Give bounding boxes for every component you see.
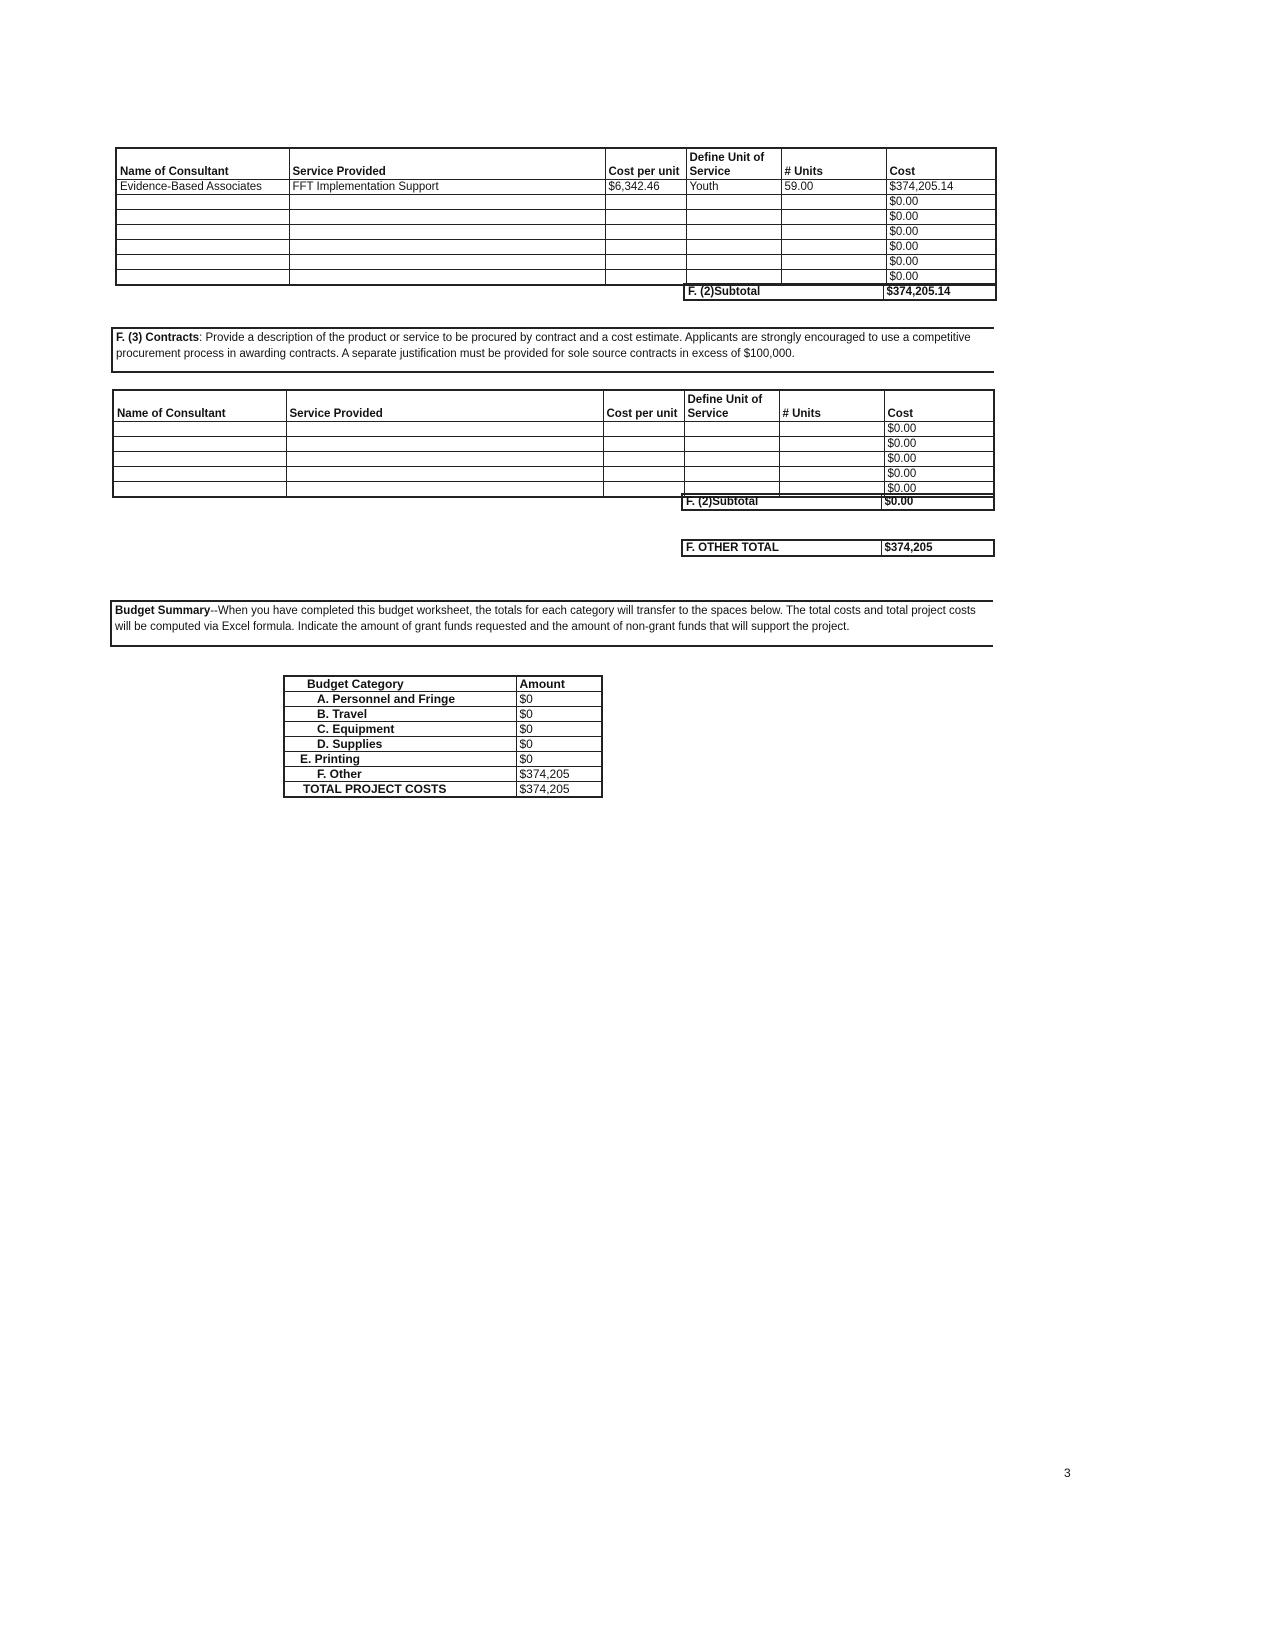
header-cost: Cost [884,390,994,422]
cell-consultant-name[interactable] [116,255,289,270]
header-units: # Units [781,148,886,180]
cell-service[interactable] [286,482,603,498]
cell-service[interactable] [289,240,605,255]
table-row [284,752,602,767]
cell-cost: $0.00 [884,437,994,452]
cell-unit[interactable] [686,225,781,240]
cell-units[interactable] [779,437,884,452]
cell-unit[interactable] [686,195,781,210]
table-row [116,195,996,210]
total-project-costs-label: TOTAL PROJECT COSTS [284,782,516,798]
table-header-row [284,676,602,692]
cell-service[interactable] [289,225,605,240]
cell-units[interactable] [779,452,884,467]
subtotal-label: F. (2)Subtotal [684,284,883,300]
table-row [116,255,996,270]
cell-unit[interactable] [686,240,781,255]
cell-unit[interactable] [684,452,779,467]
cell-cost: $0.00 [886,225,996,240]
cell-units[interactable] [781,255,886,270]
cell-consultant-name[interactable] [113,422,286,437]
header-budget-category: Budget Category [284,676,516,692]
budget-summary-title: Budget Summary [115,605,211,617]
table-row [116,225,996,240]
header-define-unit-of-service: Define Unit of Service [684,390,779,422]
category-supplies: D. Supplies [284,737,516,752]
budget-summary-table [283,675,603,798]
other-total-value: $374,205 [881,540,994,556]
cell-units[interactable] [779,422,884,437]
cell-service[interactable] [286,437,603,452]
cell-cost: $0.00 [884,452,994,467]
cell-cost: $0.00 [884,422,994,437]
cell-cost-per-unit[interactable] [603,437,684,452]
table-row [284,737,602,752]
cell-units[interactable]: 59.00 [781,180,886,195]
cell-cost: $0.00 [884,467,994,482]
cell-consultant-name[interactable] [113,482,286,498]
category-printing: E. Printing [284,752,516,767]
cell-consultant-name[interactable] [116,195,289,210]
table-row [284,707,602,722]
cell-cost-per-unit[interactable] [605,225,686,240]
cell-unit[interactable] [684,467,779,482]
budget-summary-text: --When you have completed this budget worksheet, the totals for each category will transfer to the spaces below. The total costs and total project costs will be computed via Excel formula. Indicate the amount of grant funds requested and the amount of non-grant funds that will support the project. [115,605,976,633]
header-amount: Amount [516,676,602,692]
category-equipment: C. Equipment [284,722,516,737]
cell-units[interactable] [779,467,884,482]
contracts-text: : Provide a description of the product or service to be procured by contract and a cost estimate. Applicants are strongly encouraged to use a competitive procurement process in awarding contracts. A separate justification must be provided for sole source contracts in excess of $100,000. [116,332,971,360]
cell-unit[interactable] [684,437,779,452]
cell-consultant-name[interactable] [113,452,286,467]
cell-consultant-name[interactable] [116,240,289,255]
table-header-row [113,390,994,422]
consultants-subtotal [683,283,997,301]
cell-cost: $0.00 [886,195,996,210]
cell-unit[interactable] [684,422,779,437]
cell-cost: $0.00 [886,270,996,286]
header-units: # Units [779,390,884,422]
cell-service[interactable] [289,255,605,270]
cell-consultant-name[interactable] [116,270,289,286]
budget-summary-instructions [110,600,993,647]
cell-units[interactable] [781,210,886,225]
cell-consultant-name[interactable] [113,437,286,452]
cell-service[interactable] [289,270,605,286]
table-row [284,767,602,782]
cell-cost: $0.00 [886,240,996,255]
cell-service[interactable] [286,467,603,482]
header-cost: Cost [886,148,996,180]
cell-cost-per-unit[interactable]: $6,342.46 [605,180,686,195]
category-other: F. Other [284,767,516,782]
table-header-row [116,148,996,180]
cell-service[interactable] [286,422,603,437]
category-travel: B. Travel [284,707,516,722]
table-row [113,422,994,437]
total-project-costs-value: $374,205 [516,782,602,798]
subtotal-value: $374,205.14 [883,284,996,300]
table-row [113,437,994,452]
cell-consultant-name[interactable] [113,467,286,482]
cell-cost-per-unit[interactable] [603,422,684,437]
cell-cost-per-unit[interactable] [605,240,686,255]
amount-equipment: $0 [516,722,602,737]
other-total [681,539,995,557]
cell-cost: $374,205.14 [886,180,996,195]
header-cost-per-unit: Cost per unit [603,390,684,422]
cell-service[interactable] [286,452,603,467]
cell-cost-per-unit[interactable] [603,482,684,498]
total-row [284,782,602,798]
header-service-provided: Service Provided [286,390,603,422]
cell-consultant-name[interactable] [116,210,289,225]
table-row [113,467,994,482]
contracts-instructions [111,327,994,373]
cell-cost-per-unit[interactable] [605,255,686,270]
contracts-table [112,389,995,498]
page-number: 3 [1064,1466,1071,1480]
header-name-of-consultant: Name of Consultant [113,390,286,422]
table-row [116,180,996,195]
consultants-table [115,147,997,286]
cell-cost-per-unit[interactable] [605,270,686,286]
table-row [284,722,602,737]
cell-units[interactable] [781,240,886,255]
amount-printing: $0 [516,752,602,767]
table-row [116,210,996,225]
category-personnel-fringe: A. Personnel and Fringe [284,692,516,707]
cell-units[interactable] [781,195,886,210]
cell-service[interactable] [289,210,605,225]
table-row [116,240,996,255]
amount-other: $374,205 [516,767,602,782]
header-name-of-consultant: Name of Consultant [116,148,289,180]
other-total-label: F. OTHER TOTAL [682,540,881,556]
subtotal-value: $0.00 [881,494,994,510]
amount-travel: $0 [516,707,602,722]
subtotal-label: F. (2)Subtotal [682,494,881,510]
cell-cost: $0.00 [884,482,994,498]
table-row [284,692,602,707]
header-service-provided: Service Provided [289,148,605,180]
cell-cost-per-unit[interactable] [605,210,686,225]
cell-unit[interactable] [686,255,781,270]
amount-supplies: $0 [516,737,602,752]
cell-cost-per-unit[interactable] [603,467,684,482]
cell-consultant-name[interactable]: Evidence-Based Associates [116,180,289,195]
cell-unit[interactable]: Youth [686,180,781,195]
cell-consultant-name[interactable] [116,225,289,240]
header-cost-per-unit: Cost per unit [605,148,686,180]
table-row [113,452,994,467]
cell-unit[interactable] [686,210,781,225]
cell-cost: $0.00 [886,210,996,225]
header-define-unit-of-service: Define Unit of Service [686,148,781,180]
cell-cost-per-unit[interactable] [603,452,684,467]
amount-personnel-fringe: $0 [516,692,602,707]
contracts-subtotal [681,493,995,511]
cell-service[interactable]: FFT Implementation Support [289,180,605,195]
contracts-title: F. (3) Contracts [116,332,200,344]
cell-cost-per-unit[interactable] [605,195,686,210]
cell-units[interactable] [781,225,886,240]
cell-cost: $0.00 [886,255,996,270]
cell-service[interactable] [289,195,605,210]
